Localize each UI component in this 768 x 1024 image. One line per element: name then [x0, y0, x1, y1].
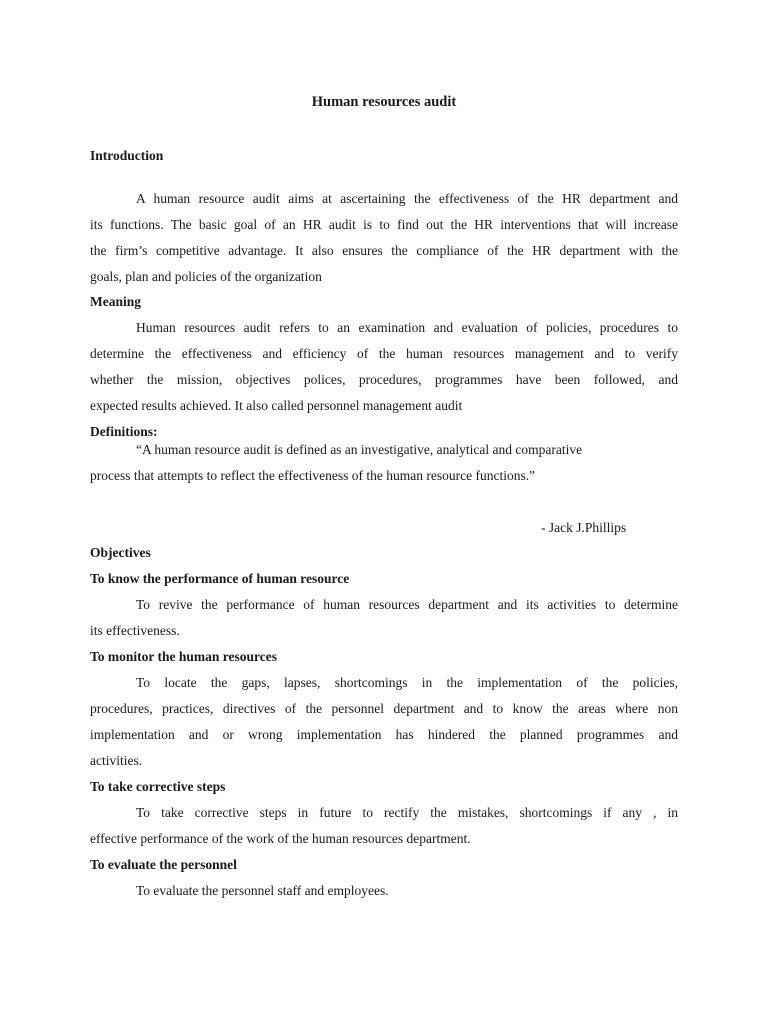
introduction-line-1: A human resource audit aims at ascertaining the effectiveness of the HR department and — [136, 191, 678, 206]
introduction-heading: Introduction — [90, 148, 164, 163]
objective-heading-monitor: To monitor the human resources — [90, 649, 278, 664]
objective-evaluate-line-1: To evaluate the personnel staff and employees. — [136, 883, 389, 898]
objective-monitor-line-3: implementation and or wrong implementation has hindered the planned programmes and — [90, 727, 678, 742]
meaning-line-4: expected results achieved. It also called personnel management audit — [90, 398, 463, 413]
definitions-heading: Definitions: — [90, 424, 158, 439]
meaning-line-2: determine the effectiveness and efficiency of the human resources management and to verify — [90, 346, 678, 361]
objective-performance-line-1: To revive the performance of human resources department and its activities to determine — [136, 597, 678, 612]
definition-quote-line-2: process that attempts to reflect the effectiveness of the human resource functions.” — [90, 468, 536, 483]
meaning-line-1: Human resources audit refers to an examination and evaluation of policies, procedures to — [136, 320, 678, 335]
objective-monitor-line-4: activities. — [90, 753, 143, 768]
objective-heading-performance: To know the performance of human resource — [90, 571, 350, 586]
objective-monitor-line-1: To locate the gaps, lapses, shortcomings in the implementation of the policies, — [136, 675, 678, 690]
objective-corrective-line-2: effective performance of the work of the human resources department. — [90, 831, 471, 846]
objective-heading-evaluate: To evaluate the personnel — [90, 857, 237, 872]
introduction-line-4: goals, plan and policies of the organization — [90, 269, 322, 284]
objective-monitor-line-2: procedures, practices, directives of the personnel department and to know the areas where non — [90, 701, 678, 716]
objectives-heading: Objectives — [90, 545, 151, 560]
introduction-line-3: the firm’s competitive advantage. It also ensures the compliance of the HR department with the — [90, 243, 678, 258]
objective-performance-line-2: its effectiveness. — [90, 623, 180, 638]
definition-attribution: - Jack J.Phillips — [541, 520, 627, 535]
document-title: Human resources audit — [311, 94, 457, 110]
definition-quote-line-1: “A human resource audit is defined as an investigative, analytical and comparative — [136, 442, 583, 457]
meaning-line-3: whether the mission, objectives polices, procedures, programmes have been followed, and — [90, 372, 678, 387]
meaning-heading: Meaning — [90, 294, 142, 309]
objective-corrective-line-1: To take corrective steps in future to rectify the mistakes, shortcomings if any , in — [136, 805, 678, 820]
objective-heading-corrective: To take corrective steps — [90, 779, 226, 794]
introduction-line-2: its functions. The basic goal of an HR audit is to find out the HR interventions that will increase — [90, 217, 678, 232]
